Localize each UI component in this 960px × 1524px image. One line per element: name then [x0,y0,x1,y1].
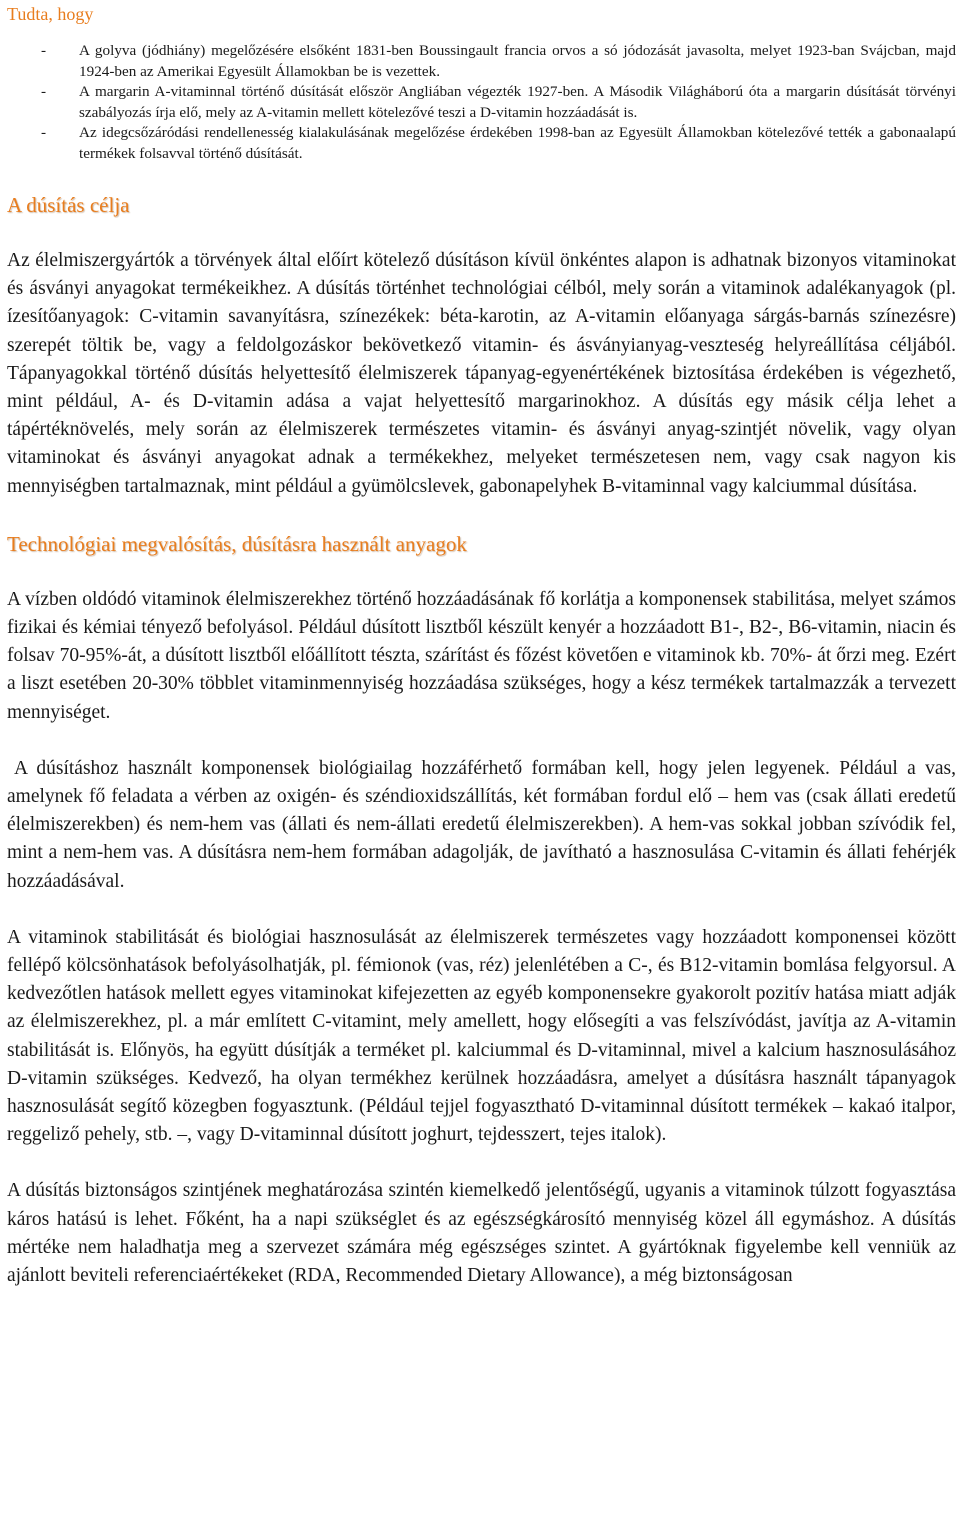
fact-text: A margarin A-vitaminnal történő dúsítását először Angliában végezték 1927-ben. A Második Világháború óta a margarin dúsítását törvényi szabályozás írja elő, mely az A-vitamin mellett kötelezővé teszi a D-vitamin hozzáadását is. [79,83,956,121]
list-dash: - [41,83,47,100]
section-heading-technology: Technológiai megvalósítás, dúsításra használt anyagok [7,531,467,556]
fact-list [7,41,956,164]
fact-item [7,41,956,82]
paragraph-interactions: A vitaminok stabilitását és biológiai hasznosulását az élelmiszerek természetes vagy hozzáadott komponensei között fellépő kölcsönhatások befolyásolhatják, pl. fémionok (vas, réz) jelenlétében a C-, és B12-vitamin bomlása felgyorsul. A kedvezőtlen hatások mellett egyes vitaminokat kifejezetten az egyéb komponensekre gyakorolt pozitív hatása miatt adják az élelmiszerekhez, pl. a már említett C-vitamint, mely amellett, hogy elősegíti a vas felszívódást, javítja az A-vitamin stabilitását is. Előnyös, ha együtt dúsítják a terméket pl. kalciummal és D-vitaminnal, mivel a kalcium hasznosulásához D-vitamin szükséges. Kedvező, ha olyan termékhez kerülnek hozzáadásra, amelyet a dúsításra használt tápanyagok hasznosulását segítő közegben fogyasztunk. (Például tejjel fogyasztható D-vitaminnal dúsított termékek – kakaó italpor, reggeliző pehely, stb. –, vagy D-vitaminnal dúsított joghurt, tejdesszert, tejes italok). [7,926,956,1146]
paragraph-safety: A dúsítás biztonságos szintjének meghatározása szintén kiemelkedő jelentőségű, ugyanis a vitaminok túlzott fogyasztása káros hatású is lehet. Főként, ha a napi szükséglet és az egészségkárosító mennyiség közel áll egymáshoz. A dúsítás mértéke nem haladhatja meg a szervezet számára még egészséges szintet. A gyártóknak figyelembe kell venniük az ajánlott beviteli referenciaértékeket (RDA, Recommended Dietary Allowance), a még biztonságosan [7,1180,956,1287]
paragraph-purpose: Az élelmiszergyártók a törvények által előírt kötelező dúsításon kívül önkéntes alapon is adhatnak bizonyos vitaminokat és ásványi anyagokat termékeikhez. A dúsítás történhet technológiai célból, mely során a vitaminok adalékanyagok (pl. ízesítőanyagok: C-vitamin savanyításra, színezékek: béta-karotin, az A-vitamin előanyaga sárgás-barnás színezésre) szerepét töltik be, vagy a feldolgozáskor bekövetkező vitamin- és ásványianyag-veszteség helyreállítása céljából. Tápanyagokkal történő dúsítás helyettesítő élelmiszerek tápanyag-egyenértékének biztosítása érdekében is végezhető, mint például, A- és D-vitamin adása a vajat helyettesítő margarinokhoz. A dúsítás egy másik célja lehet a tápértéknövelés, mely során az élelmiszerek természetes vitamin- és ásványi anyag-szintjét növelik, vagy olyan vitaminokat és ásványi anyagokat adnak a termékekhez, melyeket természetesen nem, vagy csak nagyon kis mennyiségben tartalmaznak, mint például a gyümölcslevek, gabonapelyhek B-vitaminnal vagy kalciummal dúsítása. [7,250,956,497]
fact-box-title: Tudta, hogy [7,4,94,24]
list-dash: - [41,42,47,59]
paragraph-stability: A vízben oldódó vitaminok élelmiszerekhez történő hozzáadásának fő korlátja a komponensek stabilitása, melyet számos fizikai és kémiai tényező befolyásol. Például dúsított lisztből készült kenyér a hozzáadott B1-, B2-, B6-vitamin, niacin és folsav 70-95%-át, a dúsított lisztből előállított tészta, szárítást és főzést követően e vitaminok kb. 70%- át őrzi meg. Ezért a liszt esetében 20-30% többlet vitaminmennyiség hozzáadása szükséges, hogy a kész termékek tartalmazzák a tervezett mennyiséget. [7,588,956,723]
fact-item [7,123,956,164]
fact-item [7,82,956,123]
list-dash: - [41,124,47,141]
fact-text: Az idegcsőzáródási rendellenesség kialakulásának megelőzése érdekében 1998-ban az Egyesült Államokban kötelezővé tették a gabonaalapú termékek folsavval történő dúsítását. [79,124,956,162]
paragraph-bioavailability: A dúsításhoz használt komponensek biológiailag hozzáférhető formában kell, hogy jelen legyenek. Például a vas, amelynek fő feladata a vérben az oxigén- és széndioxidszállítás, két formában fordul elő – hem vas (csak állati eredetű élelmiszerekben) és nem-hem vas (állati és nem-állati eredetű élelmiszerekben). A hem-vas sokkal jobban szívódik fel, mint a nem-hem vas. A dúsításra nem-hem formában adagolják, de javítható a hasznosulása C-vitamin és állati fehérjék hozzáadásával. [7,757,956,892]
fact-text: A golyva (jódhiány) megelőzésére elsőként 1831-ben Boussingault francia orvos a só jódozását javasolta, melyet 1923-ban Svájcban, majd 1924-ben az Amerikai Egyesült Államokban be is vezettek. [79,42,956,80]
section-heading-purpose: A dúsítás célja [7,193,130,217]
